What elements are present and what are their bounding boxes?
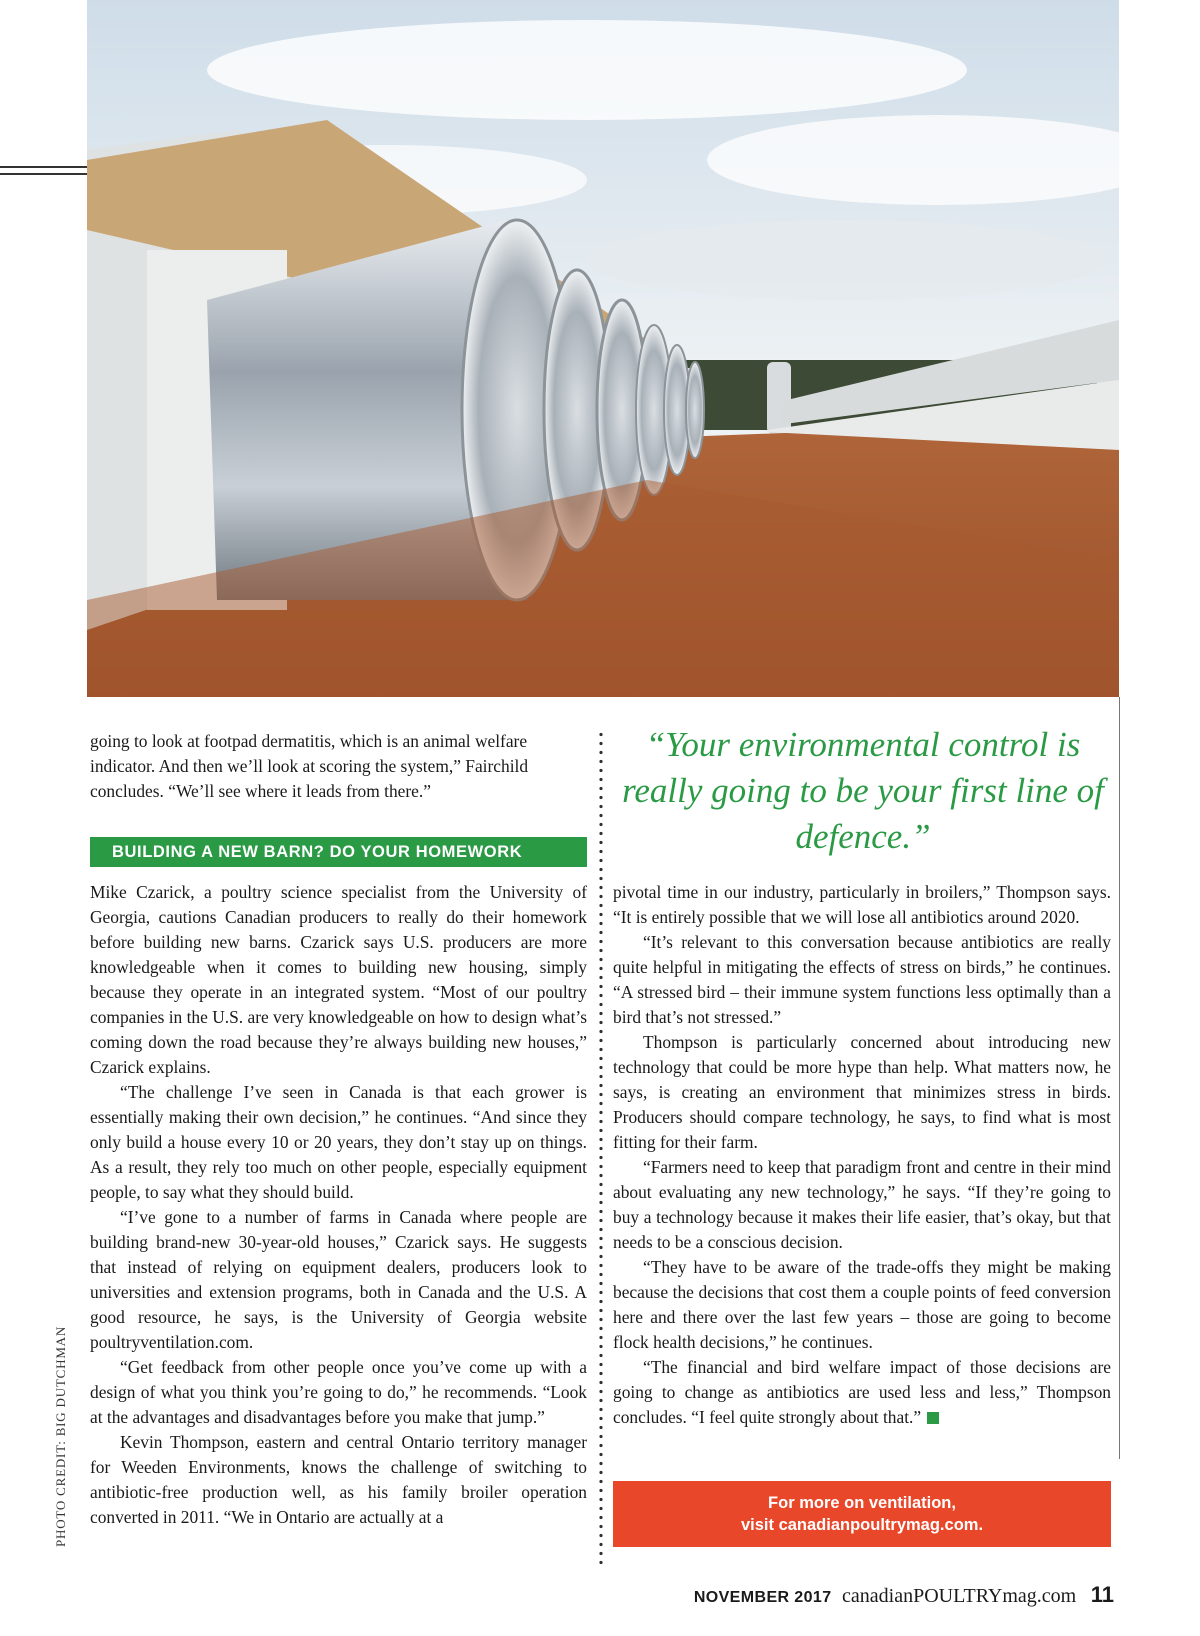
page-number: 11 [1090, 1582, 1114, 1607]
pull-quote: “Your environmental control is really going to be your first line of defence.” [622, 725, 1104, 856]
paragraph: going to look at footpad dermatitis, which is an animal welfare indicator. And then we’ll look at scoring the system,” Fairchild concludes. “We’ll see where it leads from there.” [90, 731, 529, 801]
cta-line-1: For more on ventilation, [768, 1494, 956, 1512]
paragraph: “They have to be aware of the trade-offs they might be making because the decisions that cost them a couple points of feed conversion here and there over the last few years – those are going to become flock health decisions,” he continues. [613, 1257, 1111, 1352]
paragraph: “I’ve gone to a number of farms in Canada where people are building brand-new 30-year-old houses,” Czarick says. He suggests that instead of relying on equipment dealers, producers look to universities and extension programs, both in Canada and the U.S. A good resource, he says, is the University of Georgia website poultryventilation.com. [90, 1207, 587, 1352]
column-rule [1119, 697, 1120, 1459]
paragraph: “Farmers need to keep that paradigm front and centre in their mind about evaluating any new technology,” he says. “If they’re going to buy a technology because it makes their life easier, that’s okay, but that needs to be a conscious decision. [613, 1157, 1111, 1252]
paragraph-text: “The financial and bird welfare impact of those decisions are going to change as antibiotics are used less and less,” Thompson concludes. “I feel quite strongly about that.” [613, 1357, 1111, 1427]
dotted-column-divider [599, 730, 603, 1565]
left-column-top [90, 729, 587, 804]
paragraph: pivotal time in our industry, particularly in broilers,” Thompson says. “It is entirely possible that we will lose all antibiotics around 2020. [613, 882, 1111, 927]
left-column-main [90, 880, 587, 1530]
paragraph: Thompson is particularly concerned about introducing new technology that could be more hype than help. What matters now, he says, is creating an environment that minimizes stress in birds. Producers should compare technology, he says, to find what is most fitting for their farm. [613, 1032, 1111, 1152]
paragraph: “It’s relevant to this conversation because antibiotics are really quite helpful in mitigating the effects of stress on birds,” he continues. “A stressed bird – their immune system functions less optimally than a bird that’s not stressed.” [613, 932, 1111, 1027]
issue-date: NOVEMBER 2017 [693, 1589, 832, 1606]
right-column [613, 880, 1111, 1430]
paragraph: “Get feedback from other people once you’ve come up with a design of what you think you’re going to do,” he recommends. “Look at the advantages and disadvantages before you make that jump.” [90, 1357, 587, 1427]
paragraph: Mike Czarick, a poultry science specialist from the University of Georgia, cautions Canadian producers to really do their homework before building new barns. Czarick says U.S. producers are more knowledgeable when it comes to building new housing, simply because they operate in an integrated system. “Most of our poultry companies in the U.S. are very knowledgeable on how to design what’s coming down the road because they’re always building new houses,” Czarick explains. [90, 882, 587, 1077]
paragraph: “The challenge I’ve seen in Canada is that each grower is essentially making their own decision,” he continues. “And since they only build a house every 10 or 20 years, they don’t stay up on things. As a result, they rely too much on other people, especially equipment people, to say what they should build. [90, 1082, 587, 1202]
cta-line-2[interactable]: visit canadianpoultrymag.com. [740, 1516, 984, 1534]
section-subhead: BUILDING A NEW BARN? DO YOUR HOMEWORK [90, 837, 587, 867]
decorative-rule-lines [0, 166, 88, 180]
barn-fans-photo [87, 0, 1119, 697]
page-footer [694, 1582, 1114, 1608]
paragraph-final [613, 1355, 1111, 1430]
end-mark-icon [927, 1412, 939, 1424]
ventilation-cta-box[interactable] [613, 1481, 1111, 1547]
photo-credit: PHOTO CREDIT: BIG DUTCHMAN [53, 1325, 68, 1547]
site-name[interactable]: canadianPOULTRYmag.com [842, 1585, 1077, 1607]
paragraph: Kevin Thompson, eastern and central Ontario territory manager for Weeden Environments, knows the challenge of switching to antibiotic-free production well, as his family broiler operation converted in 2011. “We in Ontario are actually at a [90, 1432, 587, 1527]
